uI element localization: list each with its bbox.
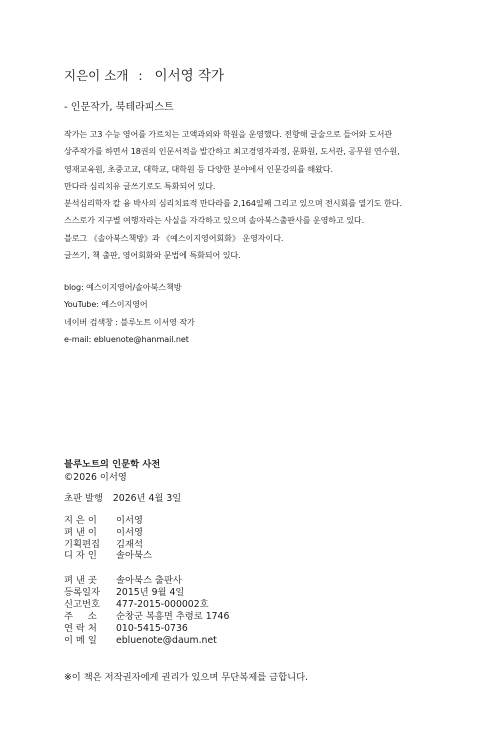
copyright-notice: ※이 책은 저작권자에게 권리가 있으며 무단복제를 금합니다.: [64, 672, 309, 683]
copyright-line: ©2026 이서영: [64, 472, 127, 483]
credit-label: 펴 낸 이: [64, 526, 97, 538]
credit-label: 디 자 인: [64, 550, 97, 562]
publisher-label: 신고번호: [64, 599, 100, 610]
colophon-title-block: [64, 458, 160, 484]
publisher-label: 연 락 처: [64, 623, 97, 634]
credit-row: [64, 550, 152, 562]
publisher-row: [64, 623, 229, 635]
bio-line: 글쓰기, 책 출판, 영어회화와 문법에 특화되어 있다.: [64, 250, 241, 261]
credits-block: [64, 515, 152, 562]
bio-line: 작가는 고3 수능 영어를 가르치는 고액과외와 학원을 운영했다. 전향해 글술으로 들어와 도서관: [64, 129, 393, 139]
credit-label: 기획편집: [64, 538, 100, 550]
youtube-link: YouTube: 예스이지영어: [64, 299, 148, 310]
email-link: e-mail: ebluenote@hanmail.net: [64, 334, 189, 345]
author-bio: [64, 126, 444, 264]
credit-value: 이서영: [116, 526, 143, 538]
credit-value: 김재석: [116, 538, 143, 550]
publisher-value: 477-2015-000002호: [116, 599, 209, 610]
publisher-value: 솔아북스 출판사: [116, 575, 182, 586]
credit-row: [64, 539, 152, 551]
publisher-row: [64, 635, 229, 647]
author-subtitle: - 인문작가, 북테라피스트: [64, 102, 174, 113]
publisher-label: 펴 낸 곳: [64, 575, 97, 586]
credit-value: 이서영: [116, 515, 143, 526]
publisher-value: ebluenote@daum.net: [116, 635, 217, 646]
bio-line: 분석심리학자 칼 융 박사의 심리치료적 만다라를 2,164일째 그리고 있으며 전시회를 열기도 한다.: [64, 198, 402, 209]
bio-line: 상주작가를 하면서 18권의 인문서적을 발간하고 최고경영자과정, 문화원, 도서관, 공무원 연수원,: [64, 146, 400, 157]
author-links: [64, 279, 195, 349]
blog-link: blog: 예스이지영어/솔아북스책방: [64, 282, 182, 292]
publisher-label: 이 메 일: [64, 635, 97, 646]
book-title: 블루노트의 인문학 사전: [64, 459, 161, 470]
publisher-row: [64, 575, 229, 587]
publisher-value: 순창군 복흥면 추령로 1746: [116, 611, 230, 622]
publisher-row: [64, 611, 229, 623]
author-name: 이서영 작가: [154, 68, 225, 84]
credit-value: 솔아북스: [116, 550, 152, 562]
publisher-value: 010-5415-0736: [116, 623, 188, 634]
edition-label: 초판 발행: [64, 493, 103, 504]
edition-line: [64, 490, 181, 504]
credit-row: [64, 527, 152, 539]
edition-date: 2026년 4월 3일: [112, 493, 182, 504]
publisher-label: 등록일자: [64, 587, 100, 598]
bio-line: 스스로가 지구별 여행자라는 사실을 자각하고 있으며 솔아북스출판사를 운영하고 있다.: [64, 215, 365, 226]
naver-search-text: 네이버 검색창 : 블루노트 이서영 작가: [64, 316, 195, 327]
author-heading: [64, 64, 224, 84]
publisher-row: [64, 587, 229, 599]
publisher-row: [64, 599, 229, 611]
publisher-label: 주 소: [64, 611, 97, 622]
author-heading-label: 지은이 소개: [64, 68, 129, 83]
publisher-block: [64, 575, 229, 647]
credit-row: [64, 515, 152, 527]
credit-label: 지 은 이: [64, 515, 97, 526]
bio-line: 블로그 《솔아북스책방》과 《예스이지영어회화》 운영자이다.: [64, 232, 284, 243]
author-heading-colon: :: [138, 68, 143, 83]
bio-line: 영재교육원, 초중고교, 대학교, 대학원 등 다양한 분야에서 인문강의를 해왔다.: [64, 163, 333, 174]
publisher-value: 2015년 9월 4일: [116, 587, 185, 598]
bio-line: 만다라 심리치유 글쓰기로도 특화되어 있다.: [64, 180, 216, 191]
